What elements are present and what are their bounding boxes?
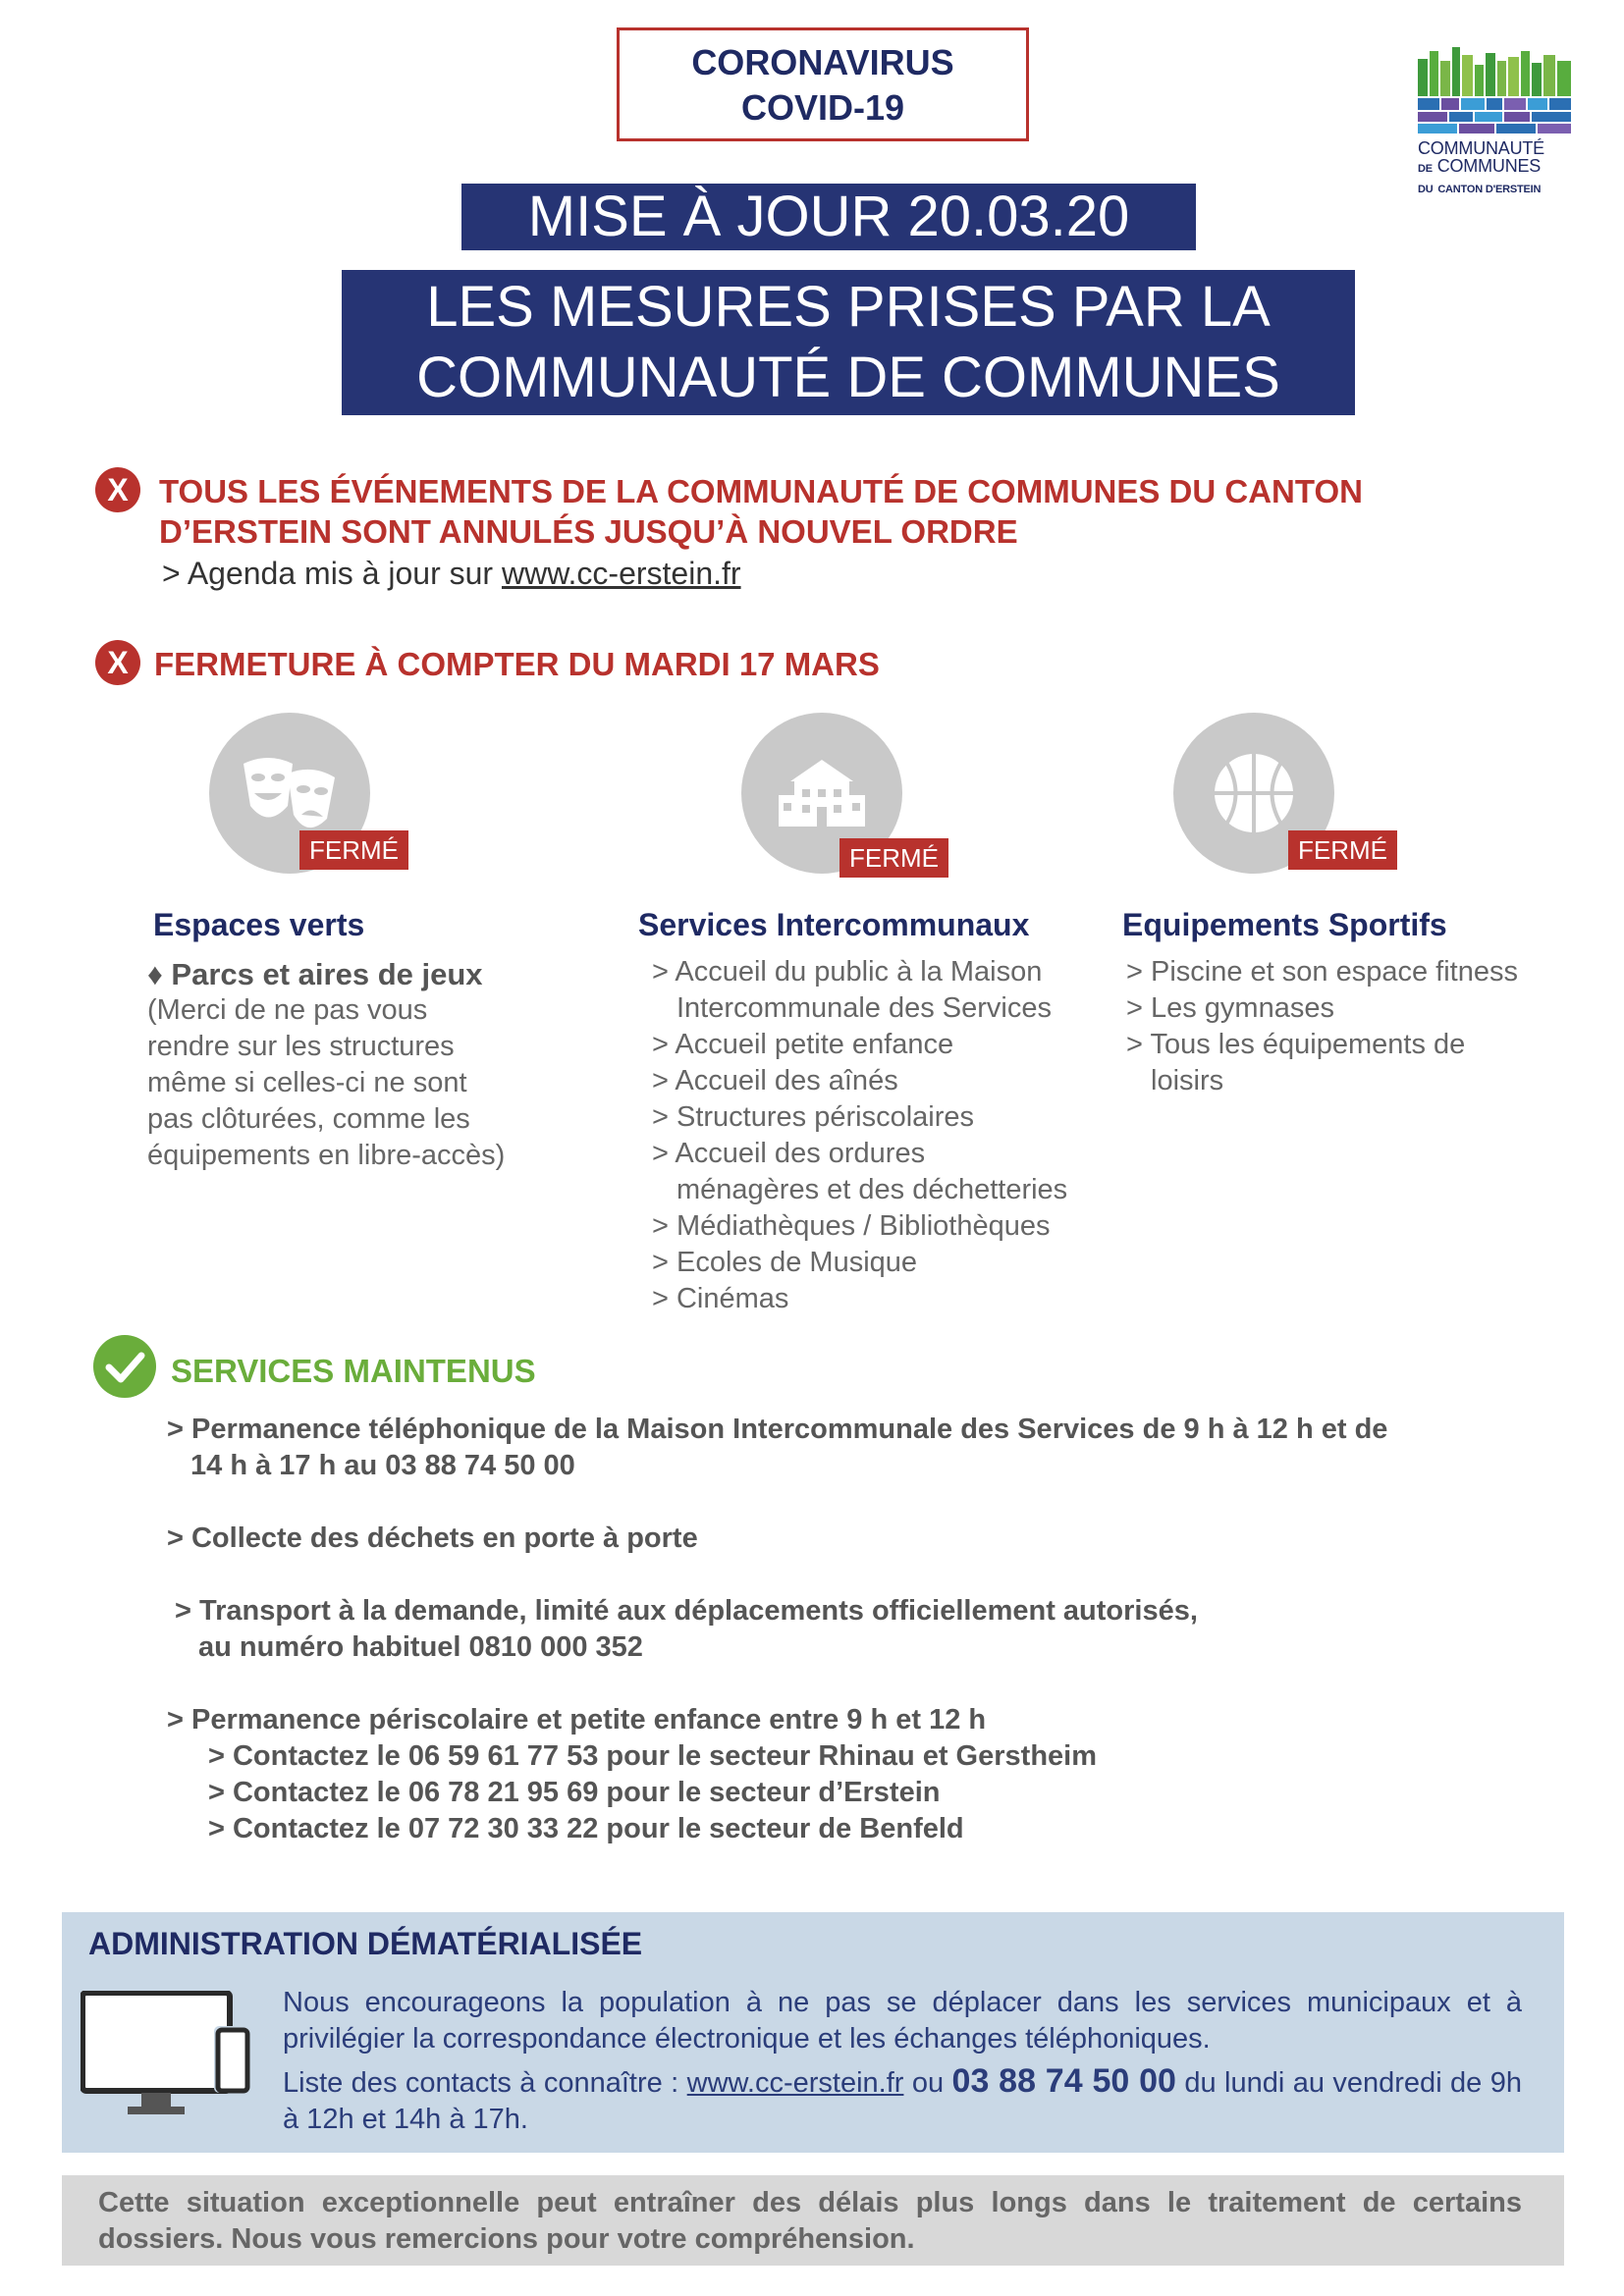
list-item: ♦ Parcs et aires de jeux [147,957,483,991]
update-banner: MISE À JOUR 20.03.20 [461,184,1196,250]
admin-paragraph-2 [283,2063,1522,2138]
measures-banner [342,270,1355,415]
list-item: pas clôturées, comme les [147,1103,470,1135]
list-item: loisirs [1151,1065,1224,1096]
column-green-spaces-list [147,956,505,1174]
closed-badge: FERMÉ [299,830,408,870]
measures-line-2: COMMUNAUTÉ DE COMMUNES [416,346,1280,409]
admin-hours: du lundi au vendredi de 9h à 12h et 14h à 17h. [283,2067,1522,2135]
covid-line-1: CORONAVIRUS [691,42,954,82]
service-childcare-line-1: > Permanence périscolaire et petite enfance entre 9 h et 12 h [167,1704,987,1735]
closed-badge: FERMÉ [1288,830,1397,870]
closure-heading: FERMETURE À COMPTER DU MARDI 17 MARS [154,646,880,682]
service-phone-line-1: > Permanence téléphonique de la Maison Intercommunale des Services de 9 h à 12 h et de [167,1414,1388,1445]
list-item: > Accueil du public à la Maison [652,956,1043,988]
events-heading-line-1: TOUS LES ÉVÉNEMENTS DE LA COMMUNAUTÉ DE COMMUNES DU CANTON [159,473,1363,509]
service-childcare-line-4: > Contactez le 07 72 30 33 22 pour le secteur de Benfeld [208,1813,964,1844]
admin-title: ADMINISTRATION DÉMATÉRIALISÉE [88,1926,643,1961]
cancel-x-icon: X [95,467,140,512]
list-item: > Cinémas [652,1283,789,1314]
events-heading [159,471,1363,552]
logo-line-2: COMMUNES [1436,156,1542,176]
column-intercommunal-list [652,954,1067,1317]
list-item: Intercommunale des Services [677,992,1052,1024]
list-item: (Merci de ne pas vous [147,994,428,1026]
checkmark-icon [93,1335,156,1398]
covid-line-2: COVID-19 [740,87,905,128]
closed-badge: FERMÉ [839,838,948,878]
service-phone [167,1412,1387,1484]
service-waste: > Collecte des déchets en porte à porte [167,1522,698,1554]
logo-de: DE [1418,163,1433,175]
admin-text [283,1985,1522,2138]
agenda-prefix: > Agenda mis à jour sur [162,556,502,591]
closure-x-icon: X [95,640,140,685]
list-item: > Accueil des ordures [652,1138,926,1169]
service-phone-line-2: 14 h à 17 h au 03 88 74 50 00 [190,1450,575,1481]
column-title-sports: Equipements Sportifs [1122,907,1447,942]
services-title: SERVICES MAINTENUS [171,1353,536,1389]
list-item: > Accueil petite enfance [652,1029,954,1060]
logo-du: DU [1418,184,1434,195]
list-item: > Structures périscolaires [652,1101,974,1133]
computer-phone-icon [81,1991,257,2125]
admin-phone: 03 88 74 50 00 [951,2062,1176,2100]
admin-contacts-prefix: Liste des contacts à connaître : [283,2067,687,2099]
list-item: > Piscine et son espace fitness [1126,956,1518,988]
measures-line-1: LES MESURES PRISES PAR LA [426,275,1271,339]
admin-website-link[interactable]: www.cc-erstein.fr [686,2067,904,2099]
list-item: > Tous les équipements de [1126,1029,1466,1060]
list-item: > Ecoles de Musique [652,1247,918,1278]
column-sports-list [1126,954,1518,1099]
agenda-link[interactable]: www.cc-erstein.fr [501,556,741,591]
list-item: équipements en libre-accès) [147,1140,506,1171]
list-item: ménagères et des déchetteries [677,1174,1068,1205]
footer-text: Cette situation exceptionnelle peut entraîner des délais plus longs dans le traitement de certains dossiers. Nous vous remercions pour votre compréhension. [98,2187,1522,2255]
service-childcare-line-3: > Contactez le 06 78 21 95 69 pour le secteur d’Erstein [208,1777,941,1808]
logo-line-3: CANTON D'ERSTEIN [1437,184,1542,195]
events-heading-line-2: D’ERSTEIN SONT ANNULÉS JUSQU’À NOUVEL ORDRE [159,513,1018,550]
service-transport-line-2: au numéro habituel 0810 000 352 [198,1631,643,1663]
service-childcare-line-2: > Contactez le 06 59 61 77 53 pour le secteur Rhinau et Gerstheim [208,1740,1098,1772]
list-item: > Accueil des aînés [652,1065,898,1096]
column-title-intercommunal: Services Intercommunaux [638,907,1030,942]
column-title-green-spaces: Espaces verts [153,907,365,942]
service-childcare [167,1702,1097,1847]
service-transport [175,1593,1198,1666]
covid-title-box [617,27,1029,141]
list-item: > Médiathèques / Bibliothèques [652,1210,1051,1242]
list-item: même si celles-ci ne sont [147,1067,467,1098]
logo-line-1: COMMUNAUTÉ [1418,138,1544,158]
logo-mosaic-icon [1414,41,1581,139]
logo [1414,41,1581,198]
admin-or: ou [903,2067,952,2099]
admin-paragraph-1: Nous encourageons la population à ne pas se déplacer dans les services municipaux et à privilégier la correspondance électronique et les échanges téléphoniques. [283,1987,1522,2055]
list-item: rendre sur les structures [147,1031,455,1062]
service-transport-line-1: > Transport à la demande, limité aux déplacements officiellement autorisés, [175,1595,1198,1627]
list-item: > Les gymnases [1126,992,1334,1024]
agenda-line [162,556,741,592]
